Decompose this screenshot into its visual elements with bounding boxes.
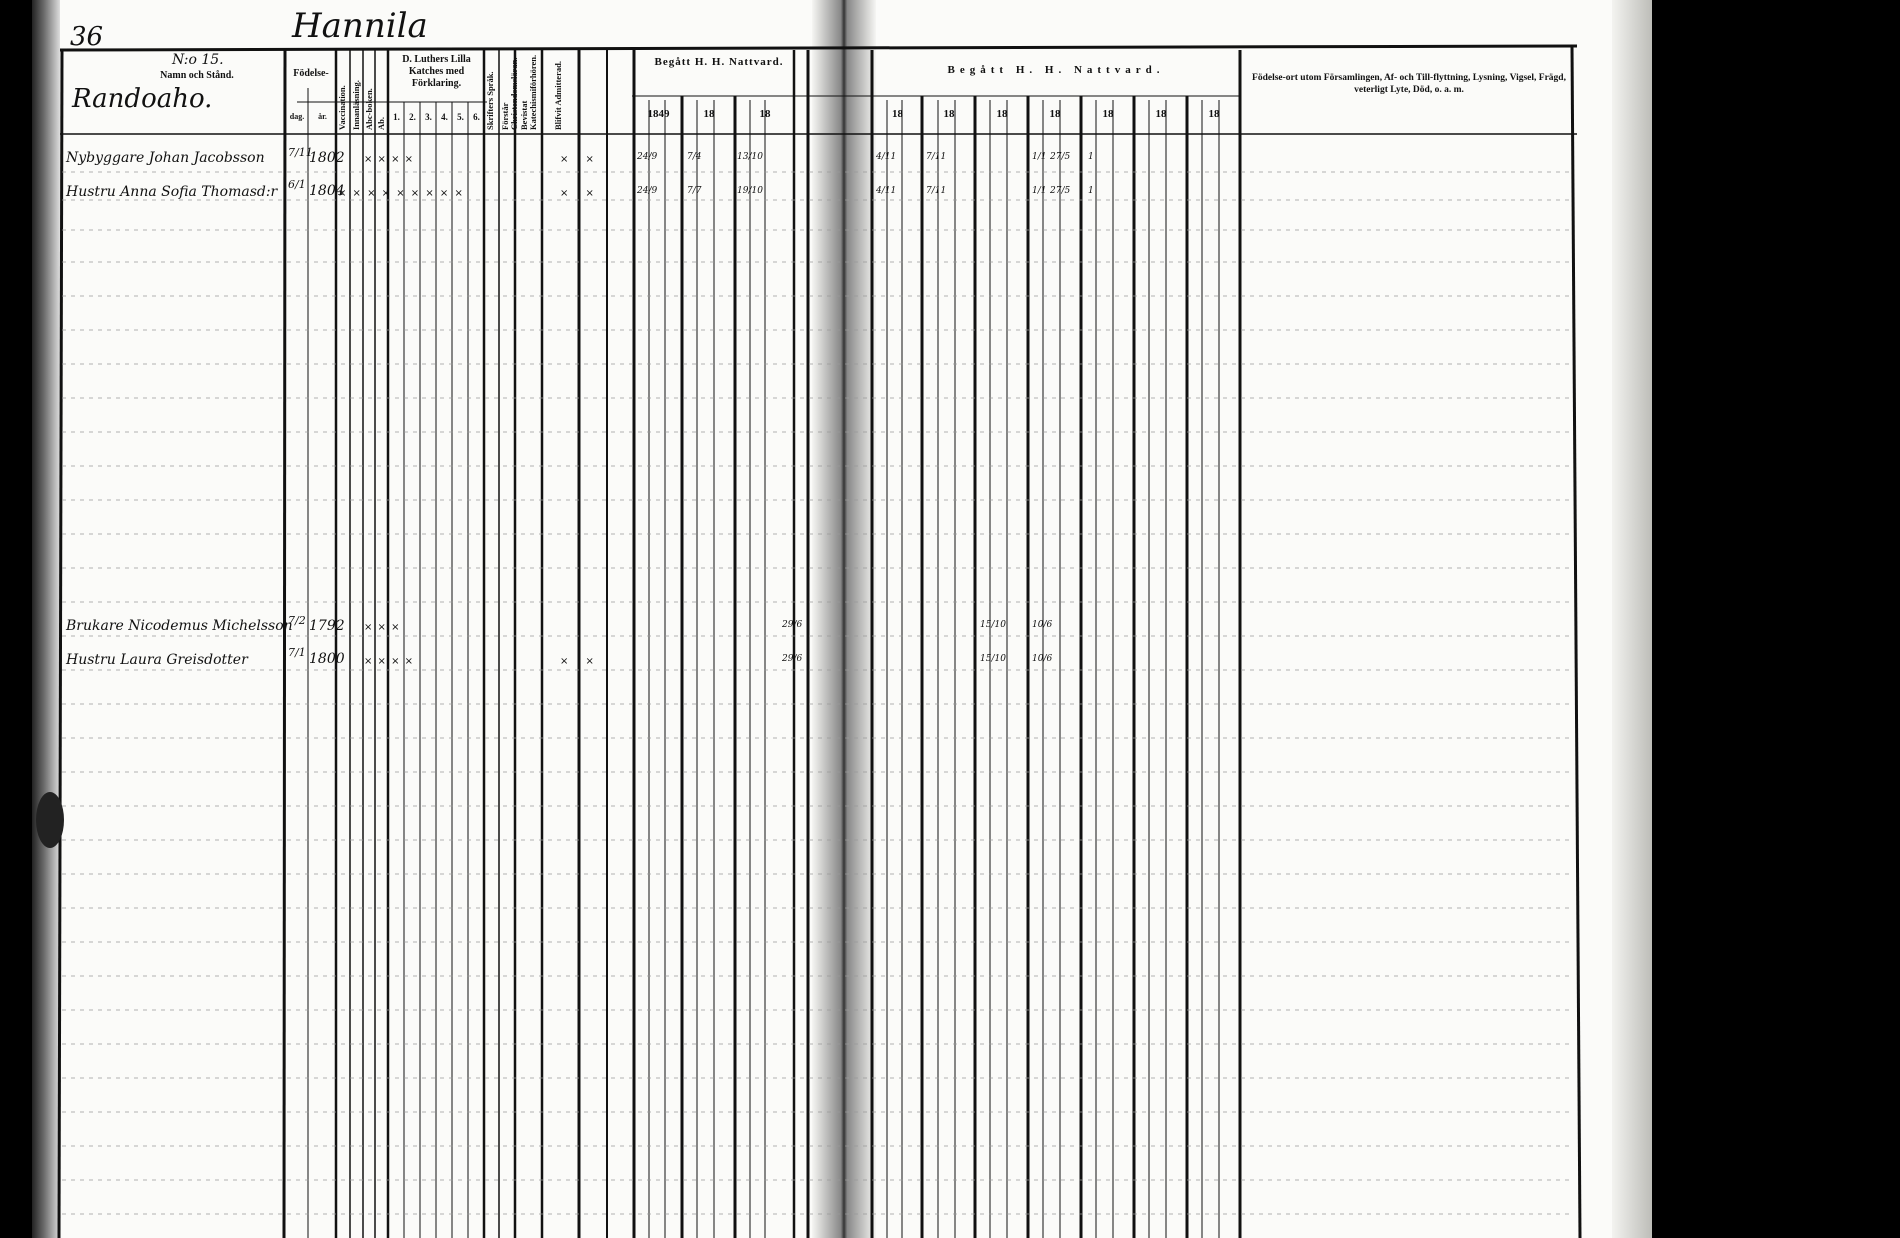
right-year-3: 18 (996, 108, 1008, 120)
reading-marks: × × × × (364, 154, 414, 165)
abcboken-header: Abc-boken. (364, 88, 374, 130)
communion-date: 7/11 (926, 186, 947, 196)
luther-col-6: 6. (473, 112, 480, 122)
communion-date: 4/11 (876, 152, 897, 162)
reading-marks: × × × × (364, 656, 414, 667)
communion-date: 29/6 (782, 620, 803, 630)
household-number: N:o 15. (172, 52, 224, 68)
bevistat-header: Bevistat Katechismiförhören. (519, 54, 538, 130)
birth-year-header: år. (318, 112, 327, 121)
name-column-header: Namn och Stånd. (160, 70, 234, 81)
luther-col-4: 4. (441, 112, 448, 122)
catechism-marks: × × (560, 154, 594, 165)
communion-date: 1 (1088, 186, 1094, 196)
ab-header: Ab. (376, 117, 386, 130)
right-year-7: 18 (1208, 108, 1220, 120)
forstar-header: Förstår Christendomsläran. (500, 57, 519, 130)
reading-marks: × × × (364, 622, 400, 633)
left-year-1: 1849 (647, 108, 670, 120)
birth-day: 7/11 (288, 146, 313, 159)
communion-date: 1 (1088, 152, 1094, 162)
page-number: 36 (70, 22, 104, 52)
communion-date: 24/9 (637, 152, 658, 162)
left-year-2: 18 (703, 108, 715, 120)
communion-date: 7/4 (687, 152, 702, 162)
farm-name: Randoaho. (72, 84, 213, 114)
right-year-2: 18 (943, 108, 955, 120)
remarks-header: Födelse-ort utom Församlingen, Af- och Till-flyttning, Lysning, Vigsel, Frägd, veterligt Lyte, Död, o. a. m. (1252, 73, 1566, 95)
communion-date: 27/5 (1050, 152, 1071, 162)
luther-col-1: 1. (393, 112, 400, 122)
birth-year: 1804 (309, 183, 345, 199)
communion-date: 1/1 (1032, 152, 1047, 162)
birth-header: Födelse- (293, 68, 329, 79)
right-year-5: 18 (1102, 108, 1114, 120)
village-title: Hannila (292, 6, 428, 46)
blifvit-header: Blifvit Admitterad. (553, 61, 563, 130)
communion-date: 29/6 (782, 654, 803, 664)
catechism-marks: × × (560, 188, 594, 199)
person-name: Nybyggare Johan Jacobsson (66, 150, 265, 166)
communion-date: 24/9 (637, 186, 658, 196)
luther-col-3: 3. (425, 112, 432, 122)
right-year-6: 18 (1155, 108, 1167, 120)
communion-date: 10/6 (1032, 620, 1053, 630)
catechism-marks: × × (560, 656, 594, 667)
communion-date: 27/5 (1050, 186, 1071, 196)
birth-year: 1800 (309, 651, 345, 667)
birth-year: 1802 (309, 150, 345, 166)
right-year-4: 18 (1049, 108, 1061, 120)
vaccination-header: Vaccination. (337, 85, 347, 130)
communion-date: 1/1 (1032, 186, 1047, 196)
communion-date: 13/10 (737, 152, 763, 162)
communion-right-header: Begått H. H. Nattvard. (947, 64, 1165, 76)
birth-year: 1792 (309, 618, 345, 634)
communion-date: 15/10 (980, 620, 1006, 630)
communion-left-header: Begått H. H. Nattvard. (654, 56, 784, 68)
luther-col-5: 5. (457, 112, 464, 122)
communion-date: 15/10 (980, 654, 1006, 664)
birth-day: 6/1 (288, 178, 306, 191)
communion-date: 10/6 (1032, 654, 1053, 664)
communion-date: 4/11 (876, 186, 897, 196)
person-name: Hustru Laura Greisdotter (66, 652, 248, 668)
communion-date: 19/10 (737, 186, 763, 196)
communion-date: 7/7 (687, 186, 702, 196)
birth-day: 7/1 (288, 646, 306, 659)
register-page (32, 0, 1652, 1238)
right-year-1: 18 (892, 108, 903, 120)
skrifters-header: Skrifters Språk. (485, 71, 495, 130)
person-name: Brukare Nicodemus Michelsson (66, 618, 293, 634)
page-stain (36, 792, 64, 848)
luther-col-2: 2. (409, 112, 416, 122)
innanlasning-header: Innanläsning. (351, 80, 361, 130)
left-year-3: 18 (759, 108, 771, 120)
reading-marks: × × × × × × × × × (338, 188, 463, 199)
birth-day: 7/2 (288, 614, 306, 627)
luther-header: D. Luthers Lilla Katches med Förklaring. (402, 54, 471, 89)
communion-date: 7/11 (926, 152, 947, 162)
birth-day-header: dag. (289, 112, 305, 121)
person-name: Hustru Anna Sofia Thomasd:r (66, 184, 278, 200)
